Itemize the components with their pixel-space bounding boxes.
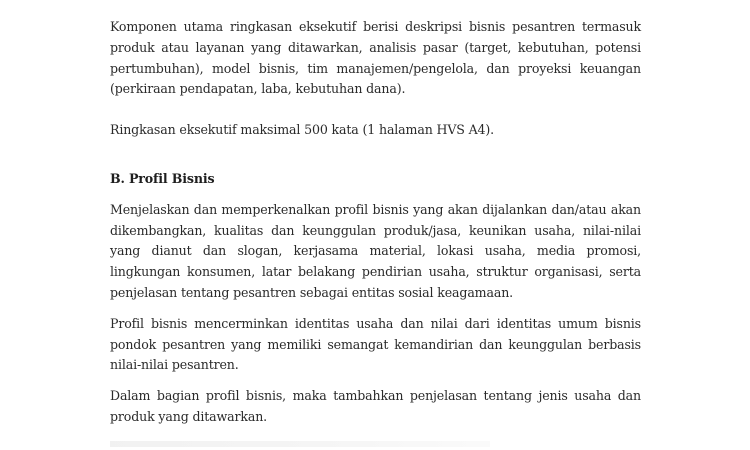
paragraph-profil-bisnis-identity: Profil bisnis mencerminkan identitas usaha dan nilai dari identitas umum bisnis pondok pesantren yang memiliki semangat kemandirian dan keunggulan berbasis nilai-nilai pesantren. xyxy=(110,315,641,373)
paragraph-executive-summary-components: Komponen utama ringkasan eksekutif berisi deskripsi bisnis pesantren termasuk produk atau layanan yang ditawarkan, analisis pasar (target, kebutuhan, potensi pertumbuhan), model bisnis, tim manajemen/pengelola, dan proyeksi keuangan (perkiraan pendapatan, laba, kebutuhan dana). xyxy=(110,19,641,97)
paragraph-executive-summary-length: Ringkasan eksekutif maksimal 500 kata (1 halaman HVS A4). xyxy=(110,122,495,138)
section-heading-profil-bisnis: B. Profil Bisnis xyxy=(110,170,215,186)
cut-off-text-line xyxy=(110,441,490,447)
paragraph-profil-bisnis-description: Menjelaskan dan memperkenalkan profil bisnis yang akan dijalankan dan/atau akan dikembangkan, kualitas dan keunggulan produk/jasa, keunikan usaha, nilai-nilai yang dianut dan slogan, kerjasama material, lokasi usaha, media promosi, lingkungan konsumen, latar belakang pendirian usaha, struktur organisasi, serta penjelasan tentang pesantren sebagai entitas sosial keagamaan. xyxy=(110,201,641,300)
paragraph-profil-bisnis-addition: Dalam bagian profil bisnis, maka tambahkan penjelasan tentang jenis usaha dan produk yang ditawarkan. xyxy=(110,388,641,424)
document-page xyxy=(110,17,641,428)
